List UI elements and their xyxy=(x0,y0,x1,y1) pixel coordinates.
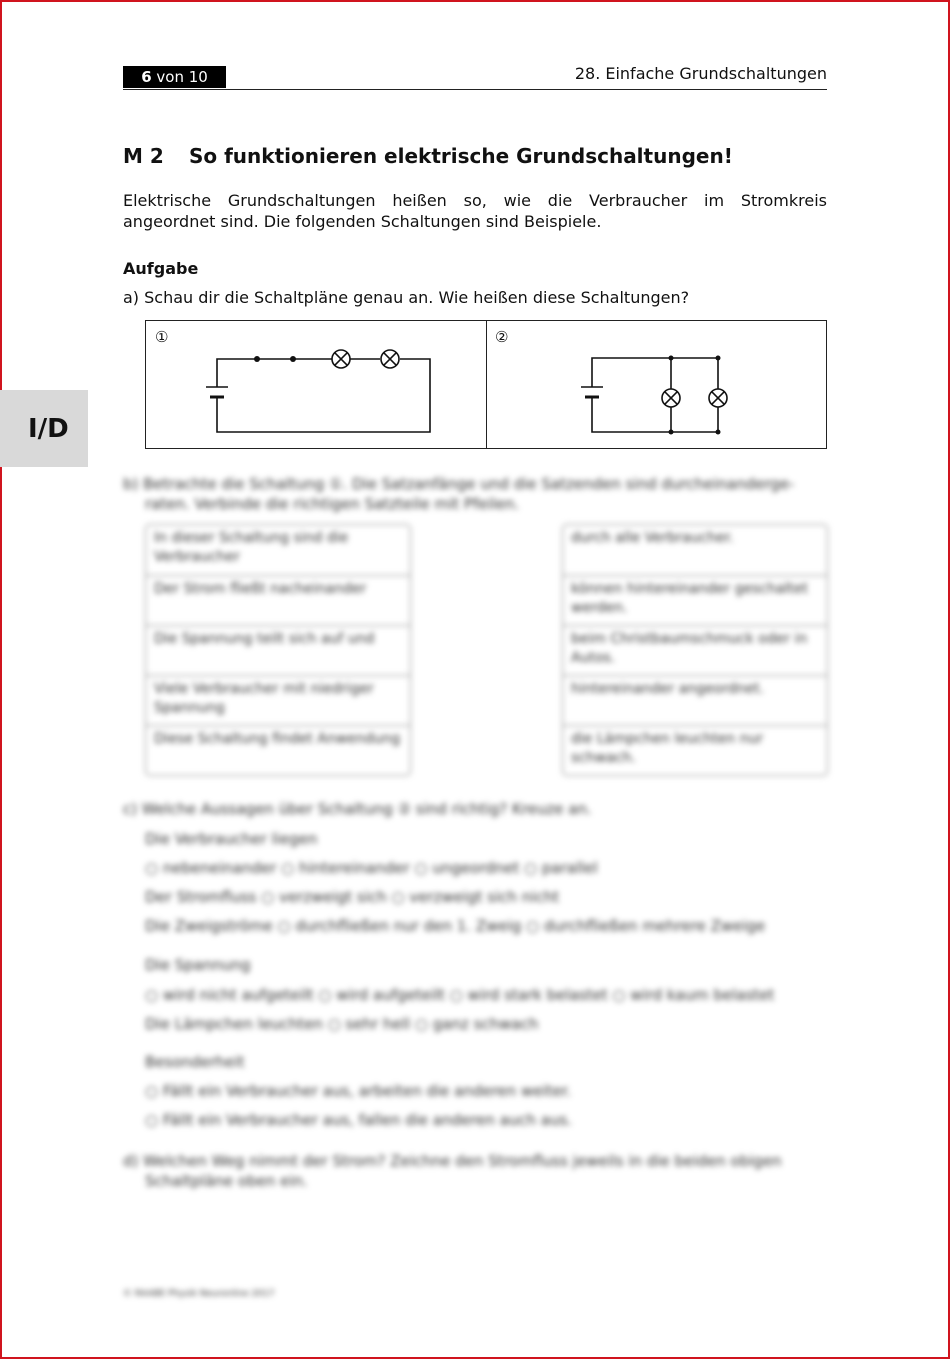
junction-dot xyxy=(669,430,674,435)
match-right-item: können hintereinander geschaltet werden. xyxy=(563,575,827,625)
task-c-line: ○ Fällt ein Verbraucher aus, fallen die anderen auch aus. xyxy=(145,1111,573,1129)
circuit-2-label: ② xyxy=(495,328,509,346)
task-c-line: Die Spannung xyxy=(145,956,251,974)
match-left-item: In dieser Schaltung sind die Verbraucher xyxy=(154,530,349,565)
task-c-line: Die Lämpchen leuchten ○ sehr hell ○ ganz schwach xyxy=(145,1015,539,1033)
task-c-line: ○ nebeneinander ○ hintereinander ○ ungeordnet ○ parallel xyxy=(145,859,598,877)
match-right-item: durch alle Verbraucher. xyxy=(571,530,734,546)
task-c-line: ○ Fällt ein Verbraucher aus, arbeiten die anderen weiter. xyxy=(145,1082,572,1100)
material-title: So funktionieren elektrische Grundschaltungen! xyxy=(189,144,733,168)
switch-contact-2 xyxy=(290,356,296,362)
circuit-schematics xyxy=(146,321,826,448)
page-title xyxy=(123,144,733,168)
match-right-box xyxy=(562,524,828,776)
match-right-item: die Lämpchen leuchten nur schwach. xyxy=(563,725,827,775)
material-number: M 2 xyxy=(123,144,164,168)
circuit-1-label: ① xyxy=(155,328,169,346)
task-d-line-1: d) Welchen Weg nimmt der Strom? Zeichne den Stromfluss jeweils in die beiden obigen xyxy=(123,1152,782,1170)
task-c-line: Die Zweigströme ○ durchfließen nur den 1. Zweig ○ durchfließen mehrere Zweige xyxy=(145,917,766,935)
match-left-item: Viele Verbraucher mit niedriger Spannung xyxy=(146,675,410,725)
parallel-circuit xyxy=(581,358,727,432)
task-b-line-2: raten. Verbinde die richtigen Satzteile mit Pfeilen. xyxy=(145,495,520,513)
match-left-item: Die Spannung teilt sich auf und xyxy=(146,625,410,675)
page-current: 6 xyxy=(141,68,152,86)
task-c-question: c) Welche Aussagen über Schaltung ② sind richtig? Kreuze an. xyxy=(123,800,592,818)
task-c-line: Die Verbraucher liegen xyxy=(145,830,318,848)
match-left-box xyxy=(145,524,411,776)
copyright-footer: © RAABE Physik Neuronline 2017 xyxy=(123,1289,275,1299)
page-number-badge xyxy=(123,66,226,88)
chapter-title: 28. Einfache Grundschaltungen xyxy=(574,64,827,83)
page-total: von 10 xyxy=(151,68,208,86)
match-right-item: beim Christbaumschmuck oder in Autos. xyxy=(563,625,827,675)
match-left-item: Diese Schaltung findet Anwendung xyxy=(146,725,410,775)
task-c-line: ○ wird nicht aufgeteilt ○ wird aufgeteilt ○ wird stark belastet ○ wird kaum belastet xyxy=(145,986,775,1004)
task-c-line: Besonderheit xyxy=(145,1053,245,1071)
match-right-item: hintereinander angeordnet. xyxy=(563,675,827,725)
intro-paragraph: Elektrische Grundschaltungen heißen so, wie die Verbraucher im Stromkreis angeordnet sind. Die folgenden Schaltungen sind Beispiele. xyxy=(123,191,827,231)
junction-dot xyxy=(716,356,721,361)
side-tab xyxy=(0,390,88,467)
page-header xyxy=(123,66,827,90)
match-left-item: Der Strom fließt nacheinander xyxy=(146,575,410,625)
task-heading: Aufgabe xyxy=(123,259,199,278)
junction-dot xyxy=(716,430,721,435)
circuit-diagrams xyxy=(145,320,827,449)
switch-contact-1 xyxy=(254,356,260,362)
task-a: a) Schau dir die Schaltpläne genau an. Wie heißen diese Schaltungen? xyxy=(123,288,690,307)
junction-dot xyxy=(669,356,674,361)
task-d-line-2: Schaltpläne oben ein. xyxy=(145,1172,308,1190)
side-tab-label: I/D xyxy=(28,414,69,444)
task-b-line-1: b) Betrachte die Schaltung ①. Die Satzanfänge und die Satzenden sind durcheinanderge- xyxy=(123,475,795,493)
series-circuit xyxy=(206,350,430,432)
task-c-line: Der Stromfluss ○ verzweigt sich ○ verzweigt sich nicht xyxy=(145,888,560,906)
